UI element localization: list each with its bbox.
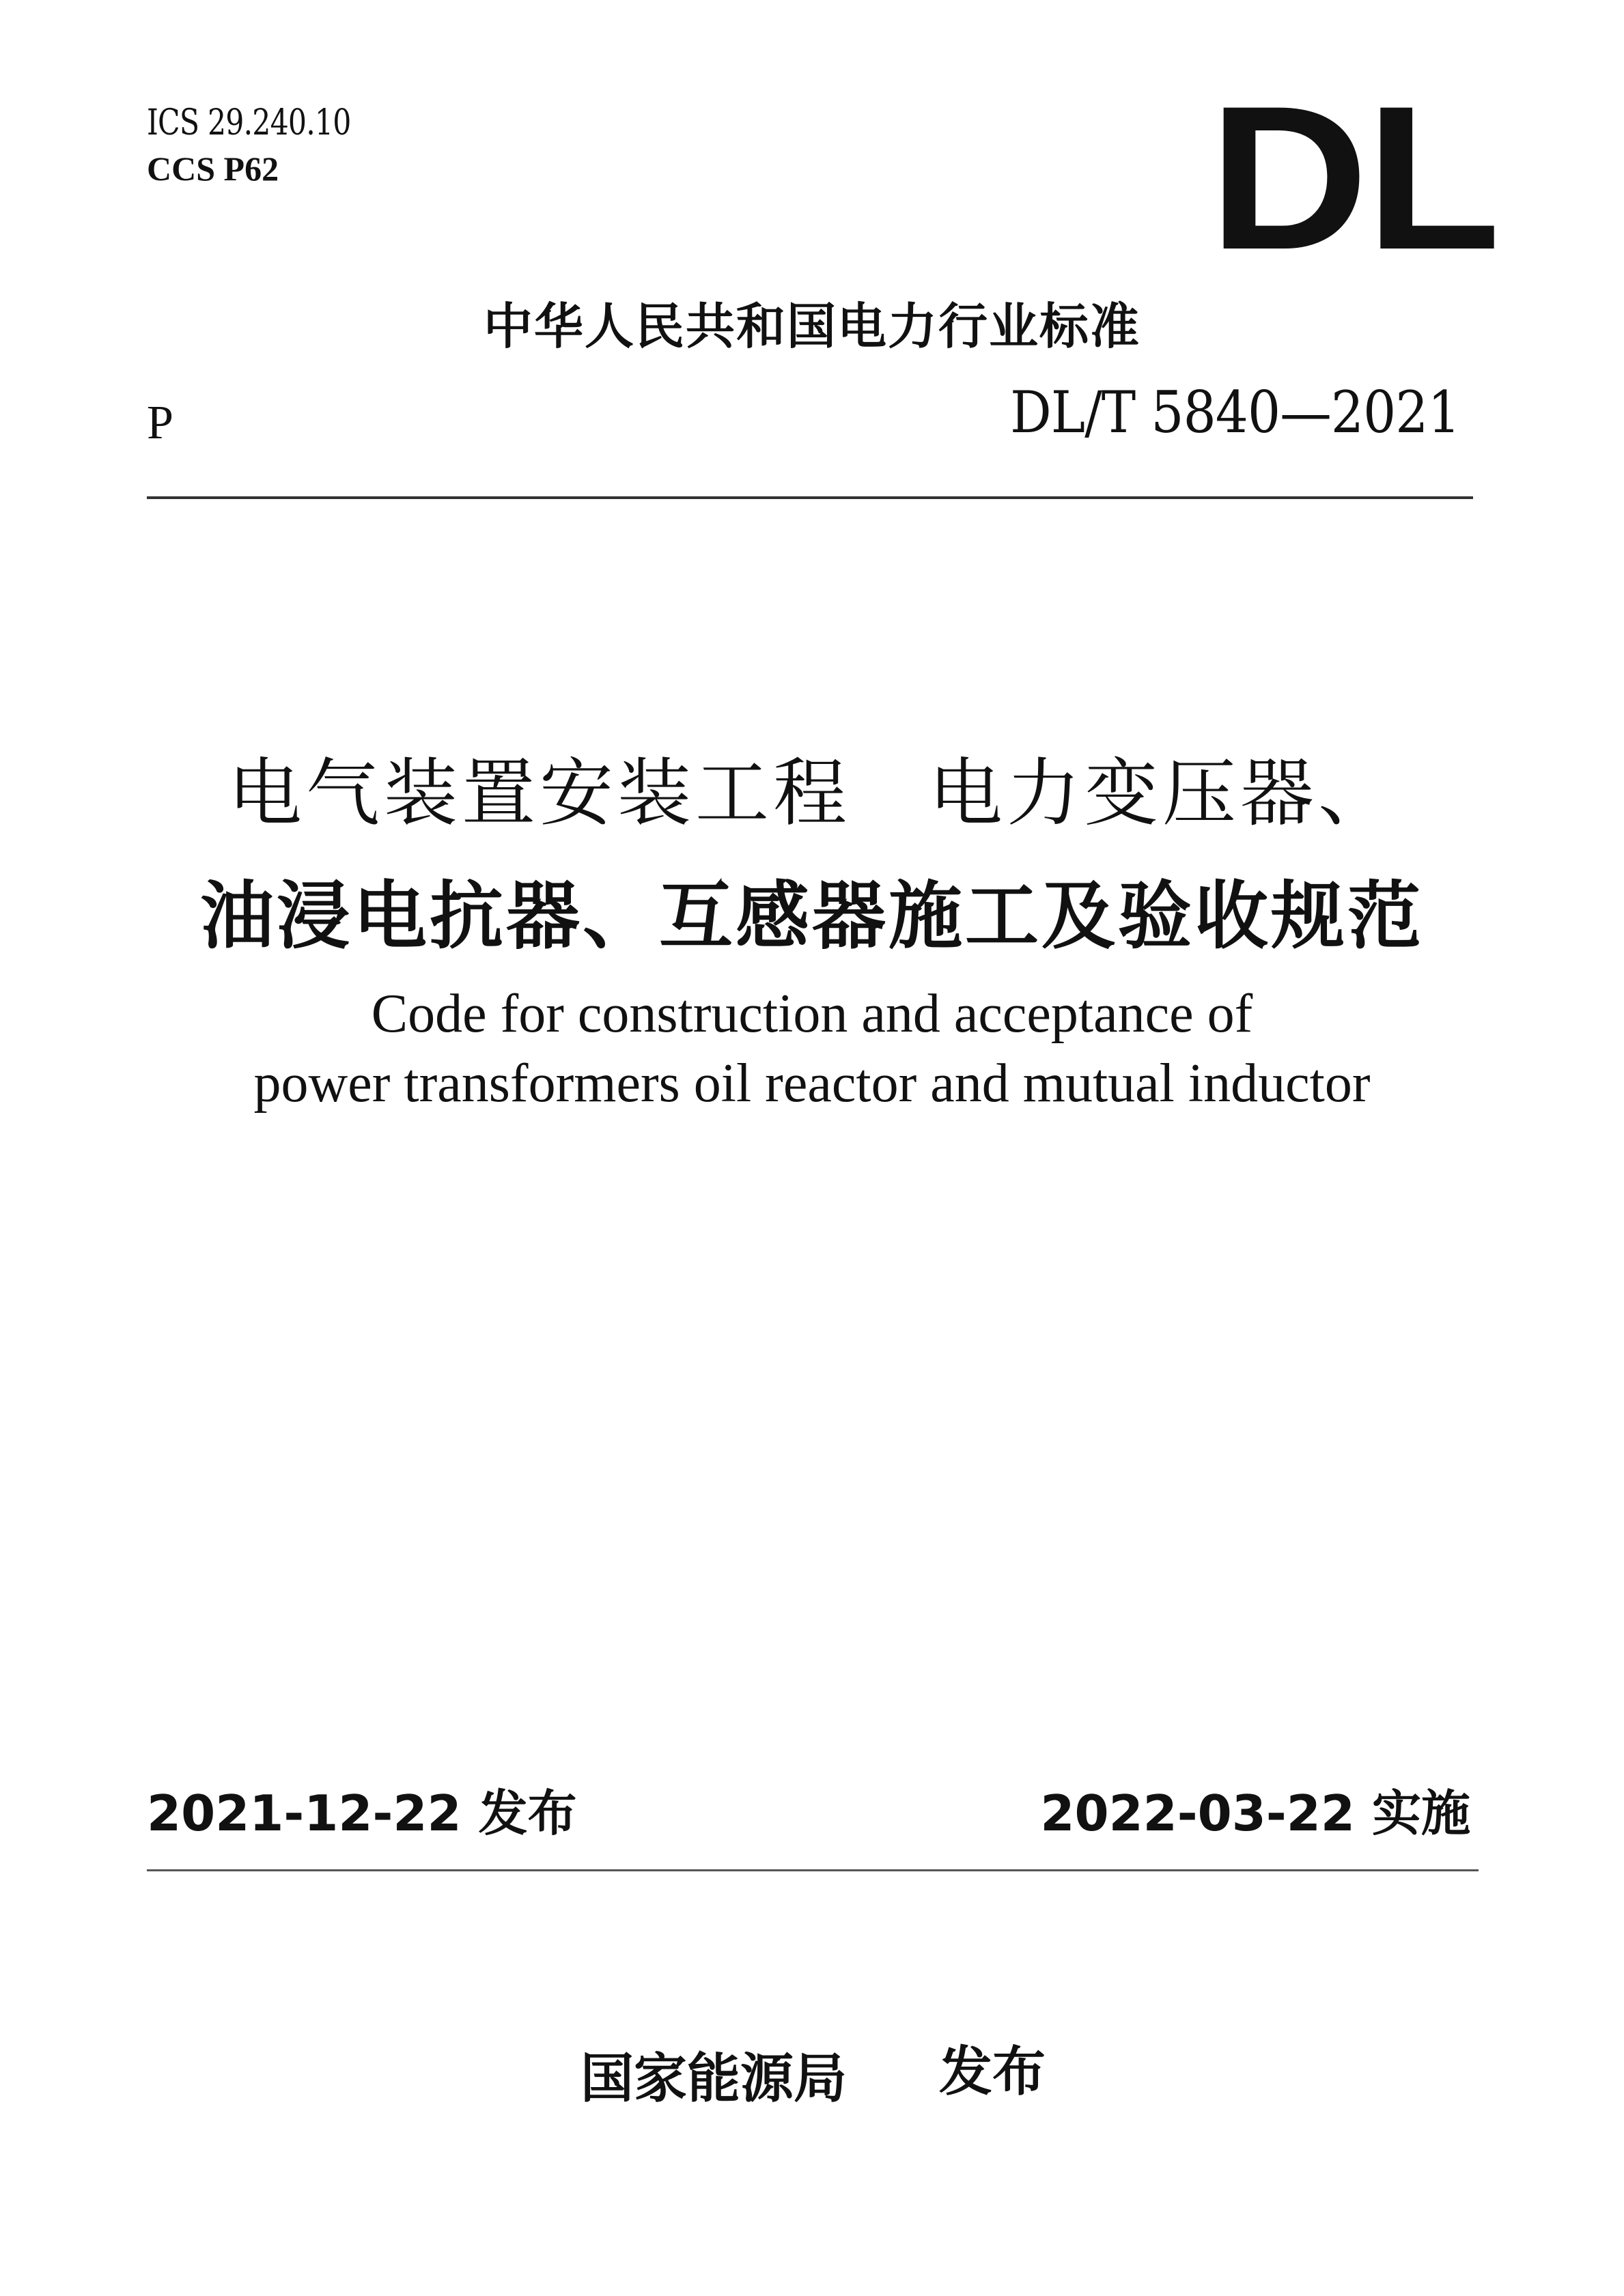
title-en-line2: power transformers oil reactor and mutual inductor <box>253 1053 1371 1114</box>
dl-logo: DL <box>1209 63 1498 292</box>
issuer-action: 发布 <box>939 2041 1046 2103</box>
title-cn-line1: 电气装置安装工程 电力变压器、 <box>227 751 1396 836</box>
header-divider <box>147 496 1473 499</box>
title-cn-line2: 油浸电抗器、互感器施工及验收规范 <box>199 873 1424 959</box>
implementation-date: 2022-03-22 实施 <box>1040 1785 1470 1842</box>
ics-code: ICS 29.240.10 <box>147 102 351 143</box>
title-en-line1: Code for construction and acceptance of <box>371 984 1253 1044</box>
issue-date: 2021-12-22 发布 <box>147 1785 577 1842</box>
footer-divider <box>147 1869 1479 1871</box>
ccs-code: CCS P62 <box>147 150 279 188</box>
standard-number: DL/T 5840—2021 <box>1010 379 1460 446</box>
issuer-name: 国家能源局 <box>580 2048 848 2110</box>
classification-code: P <box>147 397 173 449</box>
standard-type: 中华人民共和国电力行业标准 <box>483 298 1140 355</box>
